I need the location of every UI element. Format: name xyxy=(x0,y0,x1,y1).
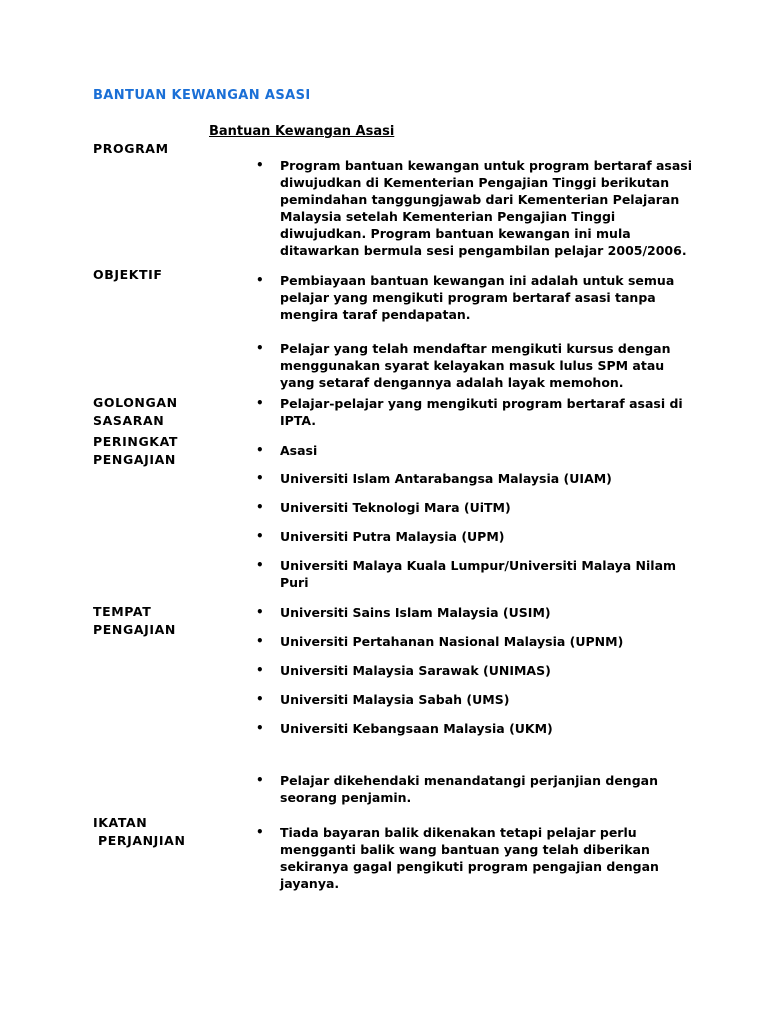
list-item-ikatan-2 xyxy=(256,824,696,892)
bullet-icon: • xyxy=(256,721,264,735)
label-objektif-text: OBJEKTIF xyxy=(93,267,163,282)
list-item-university xyxy=(256,499,696,516)
label-tempat-line1: TEMPAT xyxy=(93,604,152,619)
label-objektif xyxy=(93,266,233,284)
label-tempat-pengajian xyxy=(93,603,233,639)
document-title: BANTUAN KEWANGAN ASASI xyxy=(93,88,311,103)
list-item-university xyxy=(256,557,696,591)
list-item-university xyxy=(256,633,696,650)
item-text: Asasi xyxy=(280,443,318,458)
item-text: Universiti Pertahanan Nasional Malaysia (UPNM) xyxy=(280,634,624,649)
bullet-icon: • xyxy=(256,634,264,648)
item-text: Pelajar yang telah mendaftar mengikuti kursus dengan menggunakan syarat kelayakan masuk lulus SPM atau yang setaraf dengannya adalah layak memohon. xyxy=(280,341,671,390)
list-item-university xyxy=(256,528,696,545)
list-item-objektif xyxy=(256,272,696,323)
bullet-icon: • xyxy=(256,158,264,172)
label-golongan-line1: GOLONGAN xyxy=(93,395,178,410)
bullet-icon: • xyxy=(256,773,264,787)
bullet-icon: • xyxy=(256,692,264,706)
item-text: Universiti Kebangsaan Malaysia (UKM) xyxy=(280,721,553,736)
label-golongan-line2: SASARAN xyxy=(93,413,165,428)
item-text: Universiti Teknologi Mara (UiTM) xyxy=(280,500,511,515)
bullet-icon: • xyxy=(256,396,264,410)
label-program-text: PROGRAM xyxy=(93,141,169,156)
list-item-university xyxy=(256,691,696,708)
bullet-icon: • xyxy=(256,273,264,287)
list-item-university xyxy=(256,662,696,679)
document-subtitle: Bantuan Kewangan Asasi xyxy=(209,124,395,139)
item-text: Pelajar-pelajar yang mengikuti program bertaraf asasi di IPTA. xyxy=(280,396,683,428)
bullet-icon: • xyxy=(256,341,264,355)
list-item-program xyxy=(256,157,696,259)
bullet-icon: • xyxy=(256,471,264,485)
bullet-icon: • xyxy=(256,500,264,514)
label-ikatan-perjanjian xyxy=(93,814,233,850)
bullet-icon: • xyxy=(256,558,264,572)
item-text: Universiti Malaysia Sabah (UMS) xyxy=(280,692,510,707)
list-item-peringkat xyxy=(256,442,696,459)
list-item-university xyxy=(256,470,696,487)
bullet-icon: • xyxy=(256,605,264,619)
item-text: Universiti Islam Antarabangsa Malaysia (UIAM) xyxy=(280,471,612,486)
item-text: Universiti Malaya Kuala Lumpur/Universiti Malaya Nilam Puri xyxy=(280,558,677,590)
label-ikatan-line2: PERJANJIAN xyxy=(93,833,186,848)
bullet-icon: • xyxy=(256,443,264,457)
label-peringkat-pengajian xyxy=(93,433,233,469)
bullet-icon: • xyxy=(256,825,264,839)
item-text: Universiti Putra Malaysia (UPM) xyxy=(280,529,505,544)
list-item-sasaran xyxy=(256,395,696,429)
label-ikatan-line1: IKATAN xyxy=(93,815,148,830)
item-text: Universiti Sains Islam Malaysia (USIM) xyxy=(280,605,551,620)
label-program xyxy=(93,140,233,158)
list-item-university xyxy=(256,604,696,621)
item-text: Tiada bayaran balik dikenakan tetapi pelajar perlu mengganti balik wang bantuan yang telah diberikan sekiranya gagal pengikuti program pengajian dengan jayanya. xyxy=(280,825,659,891)
list-item-university xyxy=(256,720,696,737)
bullet-icon: • xyxy=(256,529,264,543)
item-text: Pelajar dikehendaki menandatangi perjanjian dengan seorang penjamin. xyxy=(280,773,658,805)
list-item-ikatan-1 xyxy=(256,772,696,806)
bullet-icon: • xyxy=(256,663,264,677)
label-peringkat-line2: PENGAJIAN xyxy=(93,452,176,467)
label-peringkat-line1: PERINGKAT xyxy=(93,434,179,449)
item-text: Universiti Malaysia Sarawak (UNIMAS) xyxy=(280,663,551,678)
item-text: Program bantuan kewangan untuk program bertaraf asasi diwujudkan di Kementerian Pengajian Tinggi berikutan pemindahan tanggungjawab dari Kementerian Pelajaran Malaysia setelah Kementerian Pengajian Tinggi diwujudkan. Program bantuan kewangan ini mula ditawarkan bermula sesi pengambilan pelajar 2005/2006. xyxy=(280,158,693,258)
label-golongan-sasaran xyxy=(93,394,233,430)
item-text: Pembiayaan bantuan kewangan ini adalah untuk semua pelajar yang mengikuti program bertaraf asasi tanpa mengira taraf pendapatan. xyxy=(280,273,675,322)
list-item-kelayakan xyxy=(256,340,696,391)
label-tempat-line2: PENGAJIAN xyxy=(93,622,176,637)
